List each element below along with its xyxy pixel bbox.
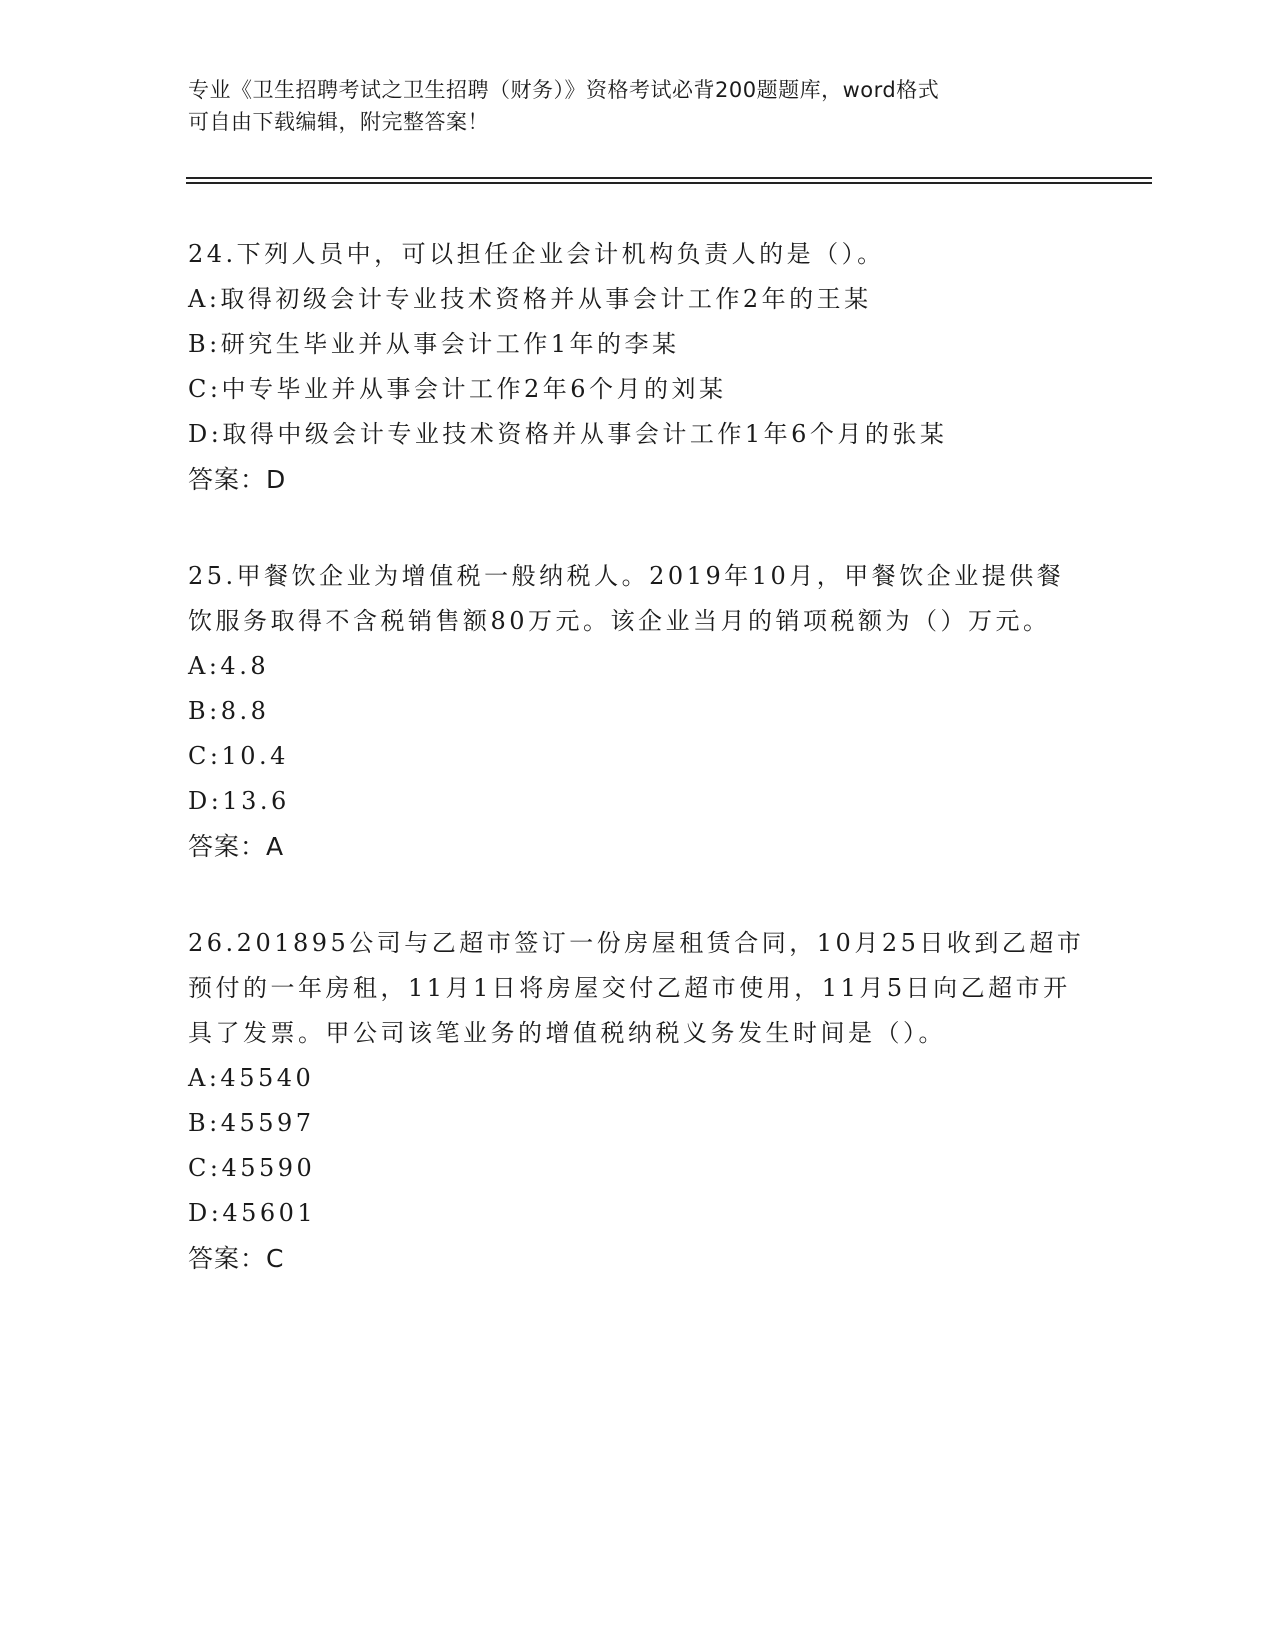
question-text: 24.下列人员中，可以担任企业会计机构负责人的是（）。 [188,240,885,268]
document-header [188,74,1068,138]
question-text: 26.201895公司与乙超市签订一份房屋租赁合同，10月25日收到乙超市预付的一年房租，11月1日将房屋交付乙超市使用，11月5日向乙超市开具了发票。甲公司该笔业务的增值税纳税义务发生时间是（）。 [188,929,1085,1047]
question-24 [188,232,1088,502]
question-text: 25.甲餐饮企业为增值税一般纳税人。2019年10月，甲餐饮企业提供餐饮服务取得不含税销售额80万元。该企业当月的销项税额为（）万元。 [188,562,1065,635]
option-b: B:45597 [188,1109,315,1137]
question-list [188,232,1088,1333]
answer: 答案：D [188,465,287,494]
header-divider-top [186,177,1152,179]
option-a: A:4.8 [188,652,270,680]
question-26 [188,921,1088,1281]
header-line-1: 专业《卫生招聘考试之卫生招聘（财务）》资格考试必背200题题库，word格式 [188,78,940,102]
option-b: B:8.8 [188,697,270,725]
option-a: A:45540 [188,1064,315,1092]
option-a: A:取得初级会计专业技术资格并从事会计工作2年的王某 [188,285,872,313]
header-line-2: 可自由下载编辑，附完整答案！ [188,110,489,134]
option-d: D:45601 [188,1199,317,1227]
option-b: B:研究生毕业并从事会计工作1年的李某 [188,330,680,358]
header-divider-bottom [186,182,1152,184]
option-d: D:取得中级会计专业技术资格并从事会计工作1年6个月的张某 [188,420,948,448]
option-c: C:10.4 [188,742,289,770]
option-c: C:中专毕业并从事会计工作2年6个月的刘某 [188,375,727,403]
option-c: C:45590 [188,1154,316,1182]
answer: 答案：A [188,832,285,861]
option-d: D:13.6 [188,787,290,815]
question-25 [188,554,1088,869]
answer: 答案：C [188,1244,285,1273]
